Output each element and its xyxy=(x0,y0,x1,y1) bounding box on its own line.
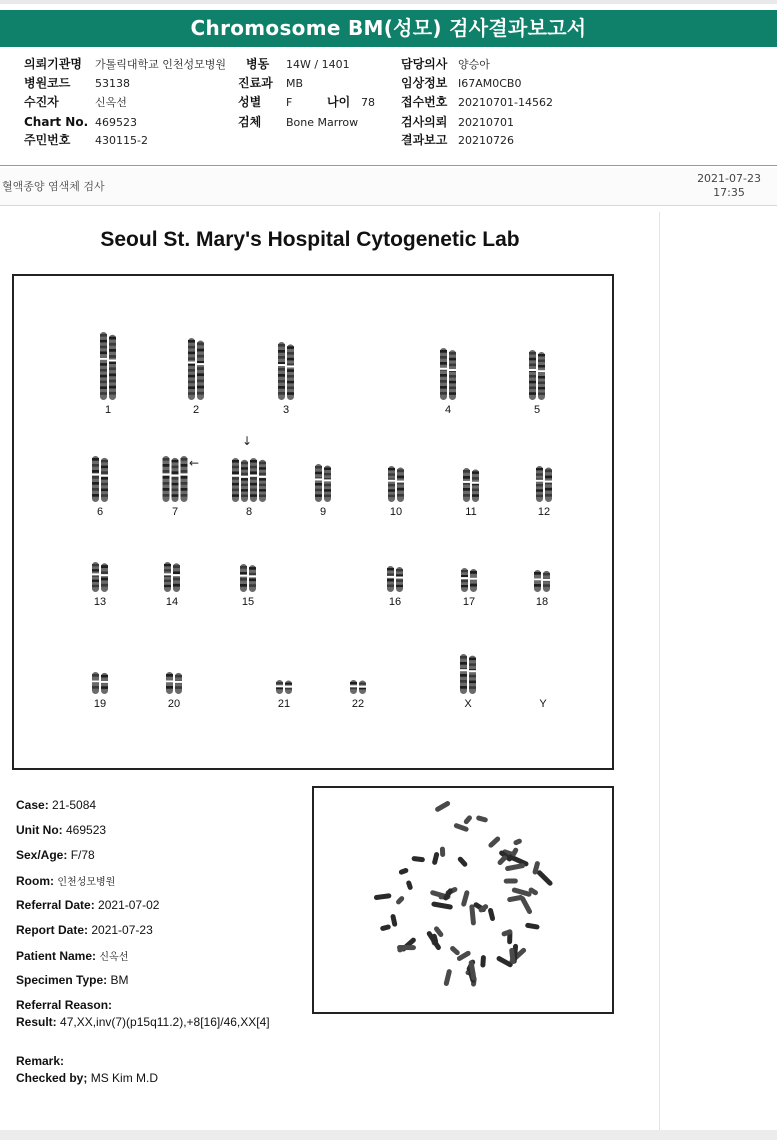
info-value-age: 78 xyxy=(361,96,375,109)
report-date-field: Report Date: 2021-07-23 xyxy=(16,923,153,937)
chromosome-label: 2 xyxy=(192,404,200,416)
chromosome-18 xyxy=(534,570,551,592)
sex-age-field: Sex/Age: F/78 xyxy=(16,848,95,862)
chromosome-label: 21 xyxy=(277,698,291,710)
info-label: 검사의뢰 xyxy=(401,115,448,129)
info-value: 20210701 xyxy=(458,116,514,129)
chromosome-label: 13 xyxy=(93,596,107,608)
info-value: 14W / 1401 xyxy=(286,58,350,71)
room-field: Room: 인천성모병원 xyxy=(16,874,116,888)
info-value: F xyxy=(286,96,293,109)
chromosome-label: Y xyxy=(539,698,547,710)
chromosome-16 xyxy=(387,566,404,592)
report-title: Chromosome BM(성모) 검사결과보고서 xyxy=(0,10,777,47)
info-label: 수진자 xyxy=(24,95,59,109)
chromosome-label: 7 xyxy=(171,506,179,518)
top-border xyxy=(0,0,777,4)
test-name: 혈액종양 염색체 검사 xyxy=(2,180,105,193)
chromosome-label: 12 xyxy=(537,506,551,518)
info-label: Chart No. xyxy=(24,115,89,129)
info-label: 성별 xyxy=(238,95,262,109)
chromosome-6 xyxy=(92,456,109,502)
arrow-left-icon: ← xyxy=(189,456,200,470)
info-label: 의뢰기관명 xyxy=(24,57,82,71)
test-timestamp xyxy=(697,172,761,200)
chromosome-label: 16 xyxy=(388,596,402,608)
chromosome-label: 18 xyxy=(535,596,549,608)
chromosome-12 xyxy=(536,466,553,502)
info-value: 469523 xyxy=(95,116,137,129)
chromosome-10 xyxy=(388,466,405,502)
info-value: MB xyxy=(286,77,304,90)
chromosome-label: 9 xyxy=(319,506,327,518)
info-label: 담당의사 xyxy=(401,57,448,71)
chromosome-8 xyxy=(232,458,267,502)
chromosome-label: 10 xyxy=(389,506,403,518)
info-label-age: 나이 xyxy=(327,95,351,109)
info-row xyxy=(0,113,777,132)
chromosome-label: 5 xyxy=(533,404,541,416)
info-value: 신옥선 xyxy=(95,96,127,109)
chromosome-4 xyxy=(440,348,457,400)
report-sheet xyxy=(0,212,660,1130)
info-label: 병동 xyxy=(246,57,270,71)
info-row xyxy=(0,93,777,112)
chromosome-label: 15 xyxy=(241,596,255,608)
referral-reason-field: Referral Reason: xyxy=(16,998,113,1012)
patient-info-panel xyxy=(0,50,777,166)
test-date: 2021-07-23 xyxy=(697,172,761,185)
info-label: 주민번호 xyxy=(24,133,71,147)
metaphase-image xyxy=(314,788,612,1012)
chromosome-label: X xyxy=(464,698,472,710)
info-value: Bone Marrow xyxy=(286,116,359,129)
chromosome-7 xyxy=(162,456,188,502)
chromosome-label: 22 xyxy=(351,698,365,710)
info-label: 임상정보 xyxy=(401,76,448,90)
arrow-down-icon: ↓ xyxy=(242,434,253,448)
karyogram xyxy=(12,274,614,770)
chromosome-label: 11 xyxy=(465,506,477,518)
chromosome-5 xyxy=(529,350,546,400)
metaphase-spread xyxy=(312,786,614,1014)
chromosome-20 xyxy=(166,672,183,694)
chromosome-label: 4 xyxy=(444,404,452,416)
info-value: 430115-2 xyxy=(95,134,148,147)
chromosome-label: 1 xyxy=(104,404,112,416)
info-value: 20210726 xyxy=(458,134,514,147)
chromosome-15 xyxy=(240,564,257,592)
info-value: I67AM0CB0 xyxy=(458,77,522,90)
info-label: 진료과 xyxy=(238,76,273,90)
referral-date-field: Referral Date: 2021-07-02 xyxy=(16,898,160,912)
lab-title: Seoul St. Mary's Hospital Cytogenetic Lab xyxy=(100,228,520,251)
specimen-type-field: Specimen Type: BM xyxy=(16,973,129,987)
chromosome-14 xyxy=(164,562,181,592)
info-label: 접수번호 xyxy=(401,95,448,109)
chromosome-17 xyxy=(461,568,478,592)
info-label: 결과보고 xyxy=(401,133,448,147)
chromosome-21 xyxy=(276,680,293,694)
chromosome-9 xyxy=(315,464,332,502)
unit-field: Unit No: 469523 xyxy=(16,823,107,837)
info-value: 가톨릭대학교 인천성모병원 xyxy=(95,58,227,71)
chromosome-label: 6 xyxy=(96,506,104,518)
info-value: 20210701-14562 xyxy=(458,96,553,109)
chromosome-1 xyxy=(100,332,117,400)
remark-field: Remark: xyxy=(16,1054,65,1068)
test-header xyxy=(0,168,777,206)
result-field: Result: 47,XX,inv(7)(p15q11.2),+8[16]/46,XX[4] xyxy=(16,1015,270,1029)
chromosome-label: 19 xyxy=(93,698,107,710)
chromosome-label: 17 xyxy=(462,596,476,608)
case-field: Case: 21-5084 xyxy=(16,798,97,812)
chromosome-3 xyxy=(278,342,295,400)
chromosome-11 xyxy=(463,468,480,502)
chromosome-X xyxy=(460,654,477,694)
chromosome-13 xyxy=(92,562,109,592)
chromosome-19 xyxy=(92,672,109,694)
chromosome-label: 14 xyxy=(165,596,179,608)
karyogram-image xyxy=(14,276,612,768)
test-time: 17:35 xyxy=(713,186,745,199)
chromosome-label: 8 xyxy=(245,506,253,518)
info-row xyxy=(0,55,777,74)
chromosome-22 xyxy=(350,680,367,694)
chromosome-label: 3 xyxy=(282,404,290,416)
metaphase-chromosomes xyxy=(374,800,554,987)
info-row xyxy=(0,74,777,93)
page-bottom xyxy=(0,1130,777,1140)
info-label: 병원코드 xyxy=(24,76,71,90)
info-label: 검체 xyxy=(238,115,262,129)
info-row xyxy=(0,131,777,150)
patient-name-field: Patient Name: 신옥선 xyxy=(16,949,129,963)
checked-by-field: Checked by; MS Kim M.D xyxy=(16,1071,159,1085)
chromosome-2 xyxy=(188,338,205,400)
info-value: 53138 xyxy=(95,77,130,90)
info-value: 양승아 xyxy=(458,58,490,71)
chromosome-label: 20 xyxy=(167,698,181,710)
